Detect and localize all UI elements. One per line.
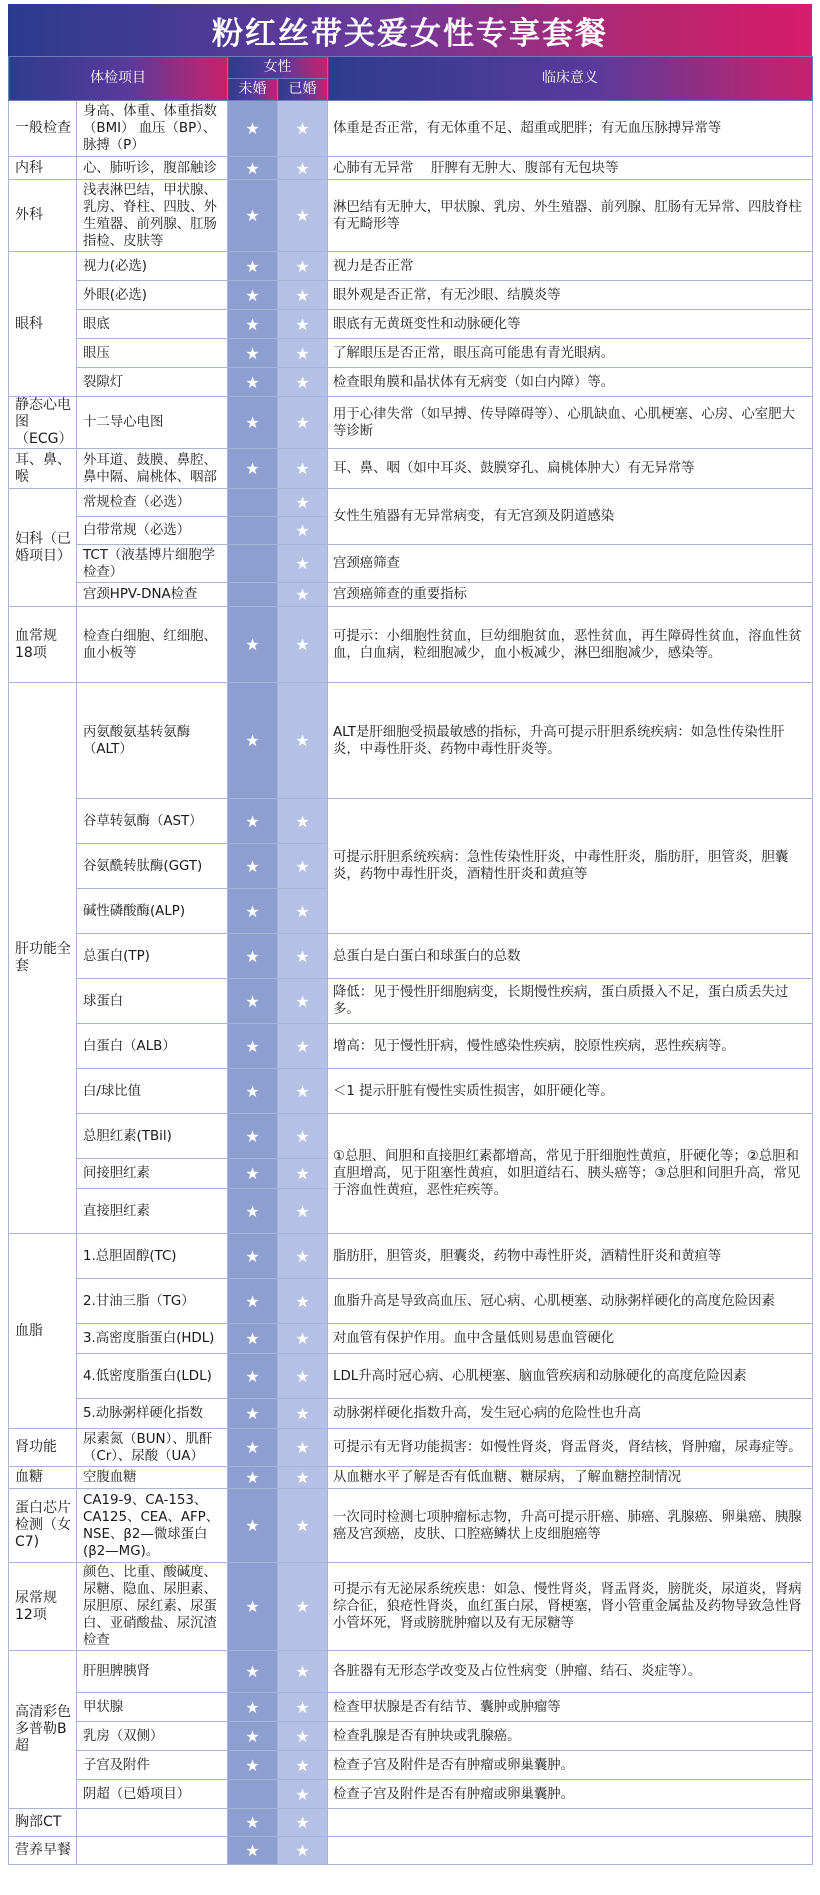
star-unmarried-icon: ★ — [228, 1837, 278, 1865]
star-married-icon: ★ — [278, 101, 328, 157]
item-cell: 白蛋白（ALB） — [77, 1024, 228, 1069]
category-cell: 妇科（已婚项目） — [9, 489, 77, 607]
star-unmarried-icon: ★ — [228, 1324, 278, 1354]
meaning-cell: LDL升高时冠心病、心肌梗塞、脑血管疾病和动脉硬化的高度危险因素 — [328, 1354, 813, 1399]
star-unmarried-icon: ★ — [228, 1651, 278, 1693]
star-unmarried-icon: ★ — [228, 310, 278, 339]
table-row — [9, 252, 813, 281]
star-married-icon: ★ — [278, 1489, 328, 1563]
star-married-icon: ★ — [278, 1399, 328, 1429]
star-married-icon: ★ — [278, 583, 328, 607]
category-cell: 血脂 — [9, 1234, 77, 1429]
table-row — [9, 1354, 813, 1399]
star-married-icon: ★ — [278, 683, 328, 799]
item-cell — [77, 1837, 228, 1865]
meaning-cell: 可提示肝胆系统疾病：急性传染性肝炎，中毒性肝炎，脂肪肝，胆管炎，胆囊炎，药物中毒性肝炎，酒精性肝炎和黄疸等 — [328, 799, 813, 934]
meaning-cell: 降低：见于慢性肝细胞病变，长期慢性疾病，蛋白质摄入不足，蛋白质丢失过多。 — [328, 979, 813, 1024]
category-cell: 血糖 — [9, 1467, 77, 1489]
star-married-icon: ★ — [278, 489, 328, 517]
category-cell: 肝功能全套 — [9, 683, 77, 1234]
star-married-icon: ★ — [278, 310, 328, 339]
star-married-icon: ★ — [278, 281, 328, 310]
table-row — [9, 489, 813, 517]
star-married-icon: ★ — [278, 339, 328, 368]
item-cell: 浅表淋巴结，甲状腺、乳房、脊柱、四肢、外生殖器、前列腺、肛肠指检、皮肤等 — [77, 180, 228, 252]
star-married-icon: ★ — [278, 157, 328, 180]
star-unmarried-icon: ★ — [228, 1429, 278, 1467]
table-row — [9, 683, 813, 799]
star-unmarried-icon: ★ — [228, 979, 278, 1024]
meaning-cell: 一次同时检测七项肿瘤标志物，升高可提示肝癌、肺癌、乳腺癌、卵巢癌、胰腺癌及宫颈癌，皮肤、口腔癌鳞状上皮细胞癌等 — [328, 1489, 813, 1563]
meaning-cell: 眼外观是否正常，有无沙眼、结膜炎等 — [328, 281, 813, 310]
star-married-icon: ★ — [278, 180, 328, 252]
header-married: 已婚 — [278, 79, 328, 101]
category-cell: 眼科 — [9, 252, 77, 397]
table-row — [9, 1489, 813, 1563]
table-row — [9, 339, 813, 368]
unmarried-empty-cell — [228, 545, 278, 583]
table-row — [9, 1324, 813, 1354]
star-married-icon: ★ — [278, 517, 328, 545]
meaning-cell: 女性生殖器有无异常病变，有无宫颈及阴道感染 — [328, 489, 813, 545]
item-cell: 眼压 — [77, 339, 228, 368]
meaning-cell: 检查眼角膜和晶状体有无病变（如白内障）等。 — [328, 368, 813, 397]
meaning-cell: 了解眼压是否正常，眼压高可能患有青光眼病。 — [328, 339, 813, 368]
table-row — [9, 397, 813, 449]
meaning-cell: 用于心律失常（如早搏、传导障碍等）、心肌缺血、心肌梗塞、心房、心室肥大等诊断 — [328, 397, 813, 449]
table-row — [9, 1279, 813, 1324]
unmarried-empty-cell — [228, 489, 278, 517]
star-married-icon: ★ — [278, 1024, 328, 1069]
meaning-cell: ＜1 提示肝脏有慢性实质性损害，如肝硬化等。 — [328, 1069, 813, 1114]
category-cell: 内科 — [9, 157, 77, 180]
star-unmarried-icon: ★ — [228, 180, 278, 252]
meaning-cell: 淋巴结有无肿大，甲状腺、乳房、外生殖器、前列腺、肛肠有无异常、四肢脊柱有无畸形等 — [328, 180, 813, 252]
star-married-icon: ★ — [278, 449, 328, 489]
star-unmarried-icon: ★ — [228, 281, 278, 310]
star-married-icon: ★ — [278, 1429, 328, 1467]
star-married-icon: ★ — [278, 1354, 328, 1399]
item-cell: 碱性磷酸酶(ALP) — [77, 889, 228, 934]
unmarried-empty-cell — [228, 583, 278, 607]
star-married-icon: ★ — [278, 1279, 328, 1324]
meaning-cell: ALT是肝细胞受损最敏感的指标，升高可提示肝胆系统疾病：如急性传染性肝炎，中毒性肝炎、药物中毒性肝炎等。 — [328, 683, 813, 799]
item-cell: 丙氨酸氨基转氨酶（ALT） — [77, 683, 228, 799]
star-married-icon: ★ — [278, 1693, 328, 1722]
star-married-icon: ★ — [278, 1467, 328, 1489]
star-married-icon: ★ — [278, 1751, 328, 1780]
item-cell: 宫颈HPV-DNA检查 — [77, 583, 228, 607]
meaning-cell — [328, 1809, 813, 1837]
table-row — [9, 180, 813, 252]
star-unmarried-icon: ★ — [228, 934, 278, 979]
category-cell: 一般检查 — [9, 101, 77, 157]
item-cell: 颜色、比重、酸碱度、尿糖、隐血、尿胆素、尿胆原、尿红素、尿蛋白、亚硝酸盐、尿沉渣检查 — [77, 1563, 228, 1651]
star-unmarried-icon: ★ — [228, 1354, 278, 1399]
star-married-icon: ★ — [278, 545, 328, 583]
meaning-cell: 可提示有无肾功能损害：如慢性肾炎，肾盂肾炎，肾结核，肾肿瘤，尿毒症等。 — [328, 1429, 813, 1467]
meaning-cell: 眼底有无黄斑变性和动脉硬化等 — [328, 310, 813, 339]
meaning-cell: 宫颈癌筛查 — [328, 545, 813, 583]
category-cell: 耳、鼻、喉 — [9, 449, 77, 489]
item-cell: 外耳道、鼓膜、鼻腔、鼻中隔、扁桃体、咽部 — [77, 449, 228, 489]
star-married-icon: ★ — [278, 934, 328, 979]
item-cell: 谷草转氨酶（AST） — [77, 799, 228, 844]
item-cell: 子宫及附件 — [77, 1751, 228, 1780]
table-row — [9, 545, 813, 583]
star-married-icon: ★ — [278, 1234, 328, 1279]
star-married-icon: ★ — [278, 1563, 328, 1651]
star-married-icon: ★ — [278, 1069, 328, 1114]
item-cell: 2.甘油三脂（TG） — [77, 1279, 228, 1324]
item-cell: 直接胆红素 — [77, 1189, 228, 1234]
item-cell: 球蛋白 — [77, 979, 228, 1024]
table-row — [9, 368, 813, 397]
meaning-cell: 各脏器有无形态学改变及占位性病变（肿瘤、结石、炎症等）。 — [328, 1651, 813, 1693]
meaning-cell: ①总胆、间胆和直接胆红素都增高，常见于肝细胞性黄疸，肝硬化等；②总胆和直胆增高，见于阻塞性黄疸，如胆道结石、胰头癌等；③总胆和间胆升高，常见于溶血性黄疸，恶性疟疾等。 — [328, 1114, 813, 1234]
star-unmarried-icon: ★ — [228, 1489, 278, 1563]
star-unmarried-icon: ★ — [228, 1467, 278, 1489]
star-unmarried-icon: ★ — [228, 397, 278, 449]
meaning-cell: 脂肪肝，胆管炎，胆囊炎，药物中毒性肝炎，酒精性肝炎和黄疸等 — [328, 1234, 813, 1279]
checkup-table-container — [8, 56, 812, 1865]
unmarried-empty-cell — [228, 517, 278, 545]
star-unmarried-icon: ★ — [228, 1024, 278, 1069]
item-cell: TCT（液基博片细胞学检查） — [77, 545, 228, 583]
meaning-cell: 可提示有无泌尿系统疾患：如急、慢性肾炎，肾盂肾炎，膀胱炎，尿道炎，肾病综合征，狼疮性肾炎，血红蛋白尿，肾梗塞，肾小管重金属盐及药物导致急性肾小管坏死，肾或膀胱肿瘤以及有无尿糖等 — [328, 1563, 813, 1651]
item-cell: 甲状腺 — [77, 1693, 228, 1722]
star-unmarried-icon: ★ — [228, 607, 278, 683]
star-unmarried-icon: ★ — [228, 1751, 278, 1780]
item-cell: CA19-9、CA-153、CA125、CEA、AFP、NSE、β2—微球蛋白(β2—MG)。 — [77, 1489, 228, 1563]
category-cell: 肾功能 — [9, 1429, 77, 1467]
star-married-icon: ★ — [278, 1722, 328, 1751]
table-row — [9, 1751, 813, 1780]
star-unmarried-icon: ★ — [228, 1722, 278, 1751]
unmarried-empty-cell — [228, 1780, 278, 1809]
item-cell: 肝胆脾胰肾 — [77, 1651, 228, 1693]
star-unmarried-icon: ★ — [228, 889, 278, 934]
meaning-cell: 检查甲状腺是否有结节、囊肿或肿瘤等 — [328, 1693, 813, 1722]
star-unmarried-icon: ★ — [228, 1234, 278, 1279]
table-row — [9, 607, 813, 683]
header-unmarried: 未婚 — [228, 79, 278, 101]
star-married-icon: ★ — [278, 1651, 328, 1693]
star-unmarried-icon: ★ — [228, 1563, 278, 1651]
item-cell: 3.高密度脂蛋白(HDL) — [77, 1324, 228, 1354]
table-row — [9, 157, 813, 180]
category-cell: 高清彩色多普勒B超 — [9, 1651, 77, 1809]
meaning-cell: 宫颈癌筛查的重要指标 — [328, 583, 813, 607]
category-cell: 尿常规12项 — [9, 1563, 77, 1651]
star-married-icon: ★ — [278, 1324, 328, 1354]
star-married-icon: ★ — [278, 1189, 328, 1234]
item-cell: 间接胆红素 — [77, 1159, 228, 1189]
item-cell: 空腹血糖 — [77, 1467, 228, 1489]
meaning-cell: 检查乳腺是否有肿块或乳腺癌。 — [328, 1722, 813, 1751]
item-cell: 视力(必选) — [77, 252, 228, 281]
table-row — [9, 449, 813, 489]
star-married-icon: ★ — [278, 368, 328, 397]
item-cell: 1.总胆固醇(TC) — [77, 1234, 228, 1279]
star-married-icon: ★ — [278, 1837, 328, 1865]
item-cell: 阴超（已婚项目） — [77, 1780, 228, 1809]
star-married-icon: ★ — [278, 1809, 328, 1837]
meaning-cell: 增高：见于慢性肝病，慢性感染性疾病，胶原性疾病，恶性疾病等。 — [328, 1024, 813, 1069]
star-unmarried-icon: ★ — [228, 1069, 278, 1114]
item-cell: 白带常规（必选） — [77, 517, 228, 545]
star-unmarried-icon: ★ — [228, 844, 278, 889]
table-row — [9, 1234, 813, 1279]
table-row — [9, 1114, 813, 1159]
star-unmarried-icon: ★ — [228, 1159, 278, 1189]
item-cell: 乳房（双侧） — [77, 1722, 228, 1751]
star-married-icon: ★ — [278, 1780, 328, 1809]
table-row — [9, 799, 813, 844]
meaning-cell: 视力是否正常 — [328, 252, 813, 281]
table-row — [9, 1809, 813, 1837]
item-cell: 谷氨酰转肽酶(GGT) — [77, 844, 228, 889]
item-cell: 5.动脉粥样硬化指数 — [77, 1399, 228, 1429]
meaning-cell: 耳、鼻、咽（如中耳炎、鼓膜穿孔、扁桃体肿大）有无异常等 — [328, 449, 813, 489]
item-cell: 十二导心电图 — [77, 397, 228, 449]
star-unmarried-icon: ★ — [228, 683, 278, 799]
star-unmarried-icon: ★ — [228, 1279, 278, 1324]
item-cell: 常规检查（必选） — [77, 489, 228, 517]
table-row — [9, 1024, 813, 1069]
header-item: 体检项目 — [9, 57, 228, 101]
table-row — [9, 310, 813, 339]
table-row — [9, 1429, 813, 1467]
item-cell: 眼底 — [77, 310, 228, 339]
star-unmarried-icon: ★ — [228, 1693, 278, 1722]
star-married-icon: ★ — [278, 889, 328, 934]
meaning-cell: 可提示：小细胞性贫血，巨幼细胞贫血，恶性贫血，再生障碍性贫血，溶血性贫血，白血病，粒细胞减少，血小板减少，淋巴细胞减少，感染等。 — [328, 607, 813, 683]
category-cell: 营养早餐 — [9, 1837, 77, 1865]
item-cell: 总蛋白(TP) — [77, 934, 228, 979]
item-cell: 心、肺听诊，腹部触诊 — [77, 157, 228, 180]
table-row — [9, 1467, 813, 1489]
item-cell: 检查白细胞、红细胞、血小板等 — [77, 607, 228, 683]
meaning-cell — [328, 1837, 813, 1865]
table-row — [9, 1837, 813, 1865]
star-married-icon: ★ — [278, 844, 328, 889]
meaning-cell: 动脉粥样硬化指数升高，发生冠心病的危险性也升高 — [328, 1399, 813, 1429]
checkup-table — [8, 56, 813, 1865]
meaning-cell: 从血糖水平了解是否有低血糖、糖尿病，了解血糖控制情况 — [328, 1467, 813, 1489]
item-cell: 总胆红素(TBil) — [77, 1114, 228, 1159]
table-row — [9, 1722, 813, 1751]
category-cell: 静态心电图（ECG） — [9, 397, 77, 449]
star-unmarried-icon: ★ — [228, 449, 278, 489]
category-cell: 外科 — [9, 180, 77, 252]
category-cell: 胸部CT — [9, 1809, 77, 1837]
table-row — [9, 281, 813, 310]
meaning-cell: 检查子宫及附件是否有肿瘤或卵巢囊肿。 — [328, 1780, 813, 1809]
table-row — [9, 101, 813, 157]
table-row — [9, 1780, 813, 1809]
table-row — [9, 979, 813, 1024]
star-unmarried-icon: ★ — [228, 799, 278, 844]
star-married-icon: ★ — [278, 607, 328, 683]
page-title: 粉红丝带关爱女性专享套餐 — [212, 15, 608, 52]
star-married-icon: ★ — [278, 979, 328, 1024]
meaning-cell: 体重是否正常，有无体重不足、超重或肥胖；有无血压脉搏异常等 — [328, 101, 813, 157]
item-cell: 4.低密度脂蛋白(LDL) — [77, 1354, 228, 1399]
star-married-icon: ★ — [278, 799, 328, 844]
table-row — [9, 1069, 813, 1114]
star-unmarried-icon: ★ — [228, 252, 278, 281]
table-row — [9, 583, 813, 607]
meaning-cell: 对血管有保护作用。血中含量低则易患血管硬化 — [328, 1324, 813, 1354]
meaning-cell: 总蛋白是白蛋白和球蛋白的总数 — [328, 934, 813, 979]
item-cell: 尿素氮（BUN）、肌酐（Cr）、尿酸（UA） — [77, 1429, 228, 1467]
star-unmarried-icon: ★ — [228, 368, 278, 397]
table-row — [9, 1651, 813, 1693]
star-unmarried-icon: ★ — [228, 101, 278, 157]
category-cell: 血常规18项 — [9, 607, 77, 683]
table-row — [9, 1563, 813, 1651]
header-meaning: 临床意义 — [328, 57, 813, 101]
star-unmarried-icon: ★ — [228, 157, 278, 180]
meaning-cell: 心肺有无异常 肝脾有无肿大、腹部有无包块等 — [328, 157, 813, 180]
item-cell: 裂隙灯 — [77, 368, 228, 397]
item-cell: 外眼(必选) — [77, 281, 228, 310]
item-cell: 身高、体重、体重指数（BMI） 血压（BP）、脉搏（P） — [77, 101, 228, 157]
star-unmarried-icon: ★ — [228, 1114, 278, 1159]
star-married-icon: ★ — [278, 1159, 328, 1189]
item-cell: 白/球比值 — [77, 1069, 228, 1114]
star-unmarried-icon: ★ — [228, 1399, 278, 1429]
star-unmarried-icon: ★ — [228, 1189, 278, 1234]
header-female: 女性 — [228, 57, 328, 79]
title-banner — [8, 4, 812, 56]
meaning-cell: 检查子宫及附件是否有肿瘤或卵巢囊肿。 — [328, 1751, 813, 1780]
star-unmarried-icon: ★ — [228, 1809, 278, 1837]
star-married-icon: ★ — [278, 397, 328, 449]
table-row — [9, 934, 813, 979]
item-cell — [77, 1809, 228, 1837]
star-married-icon: ★ — [278, 1114, 328, 1159]
meaning-cell: 血脂升高是导致高血压、冠心病、心肌梗塞、动脉粥样硬化的高度危险因素 — [328, 1279, 813, 1324]
category-cell: 蛋白芯片检测（女C7) — [9, 1489, 77, 1563]
star-unmarried-icon: ★ — [228, 339, 278, 368]
table-row — [9, 1399, 813, 1429]
table-row — [9, 1693, 813, 1722]
star-married-icon: ★ — [278, 252, 328, 281]
